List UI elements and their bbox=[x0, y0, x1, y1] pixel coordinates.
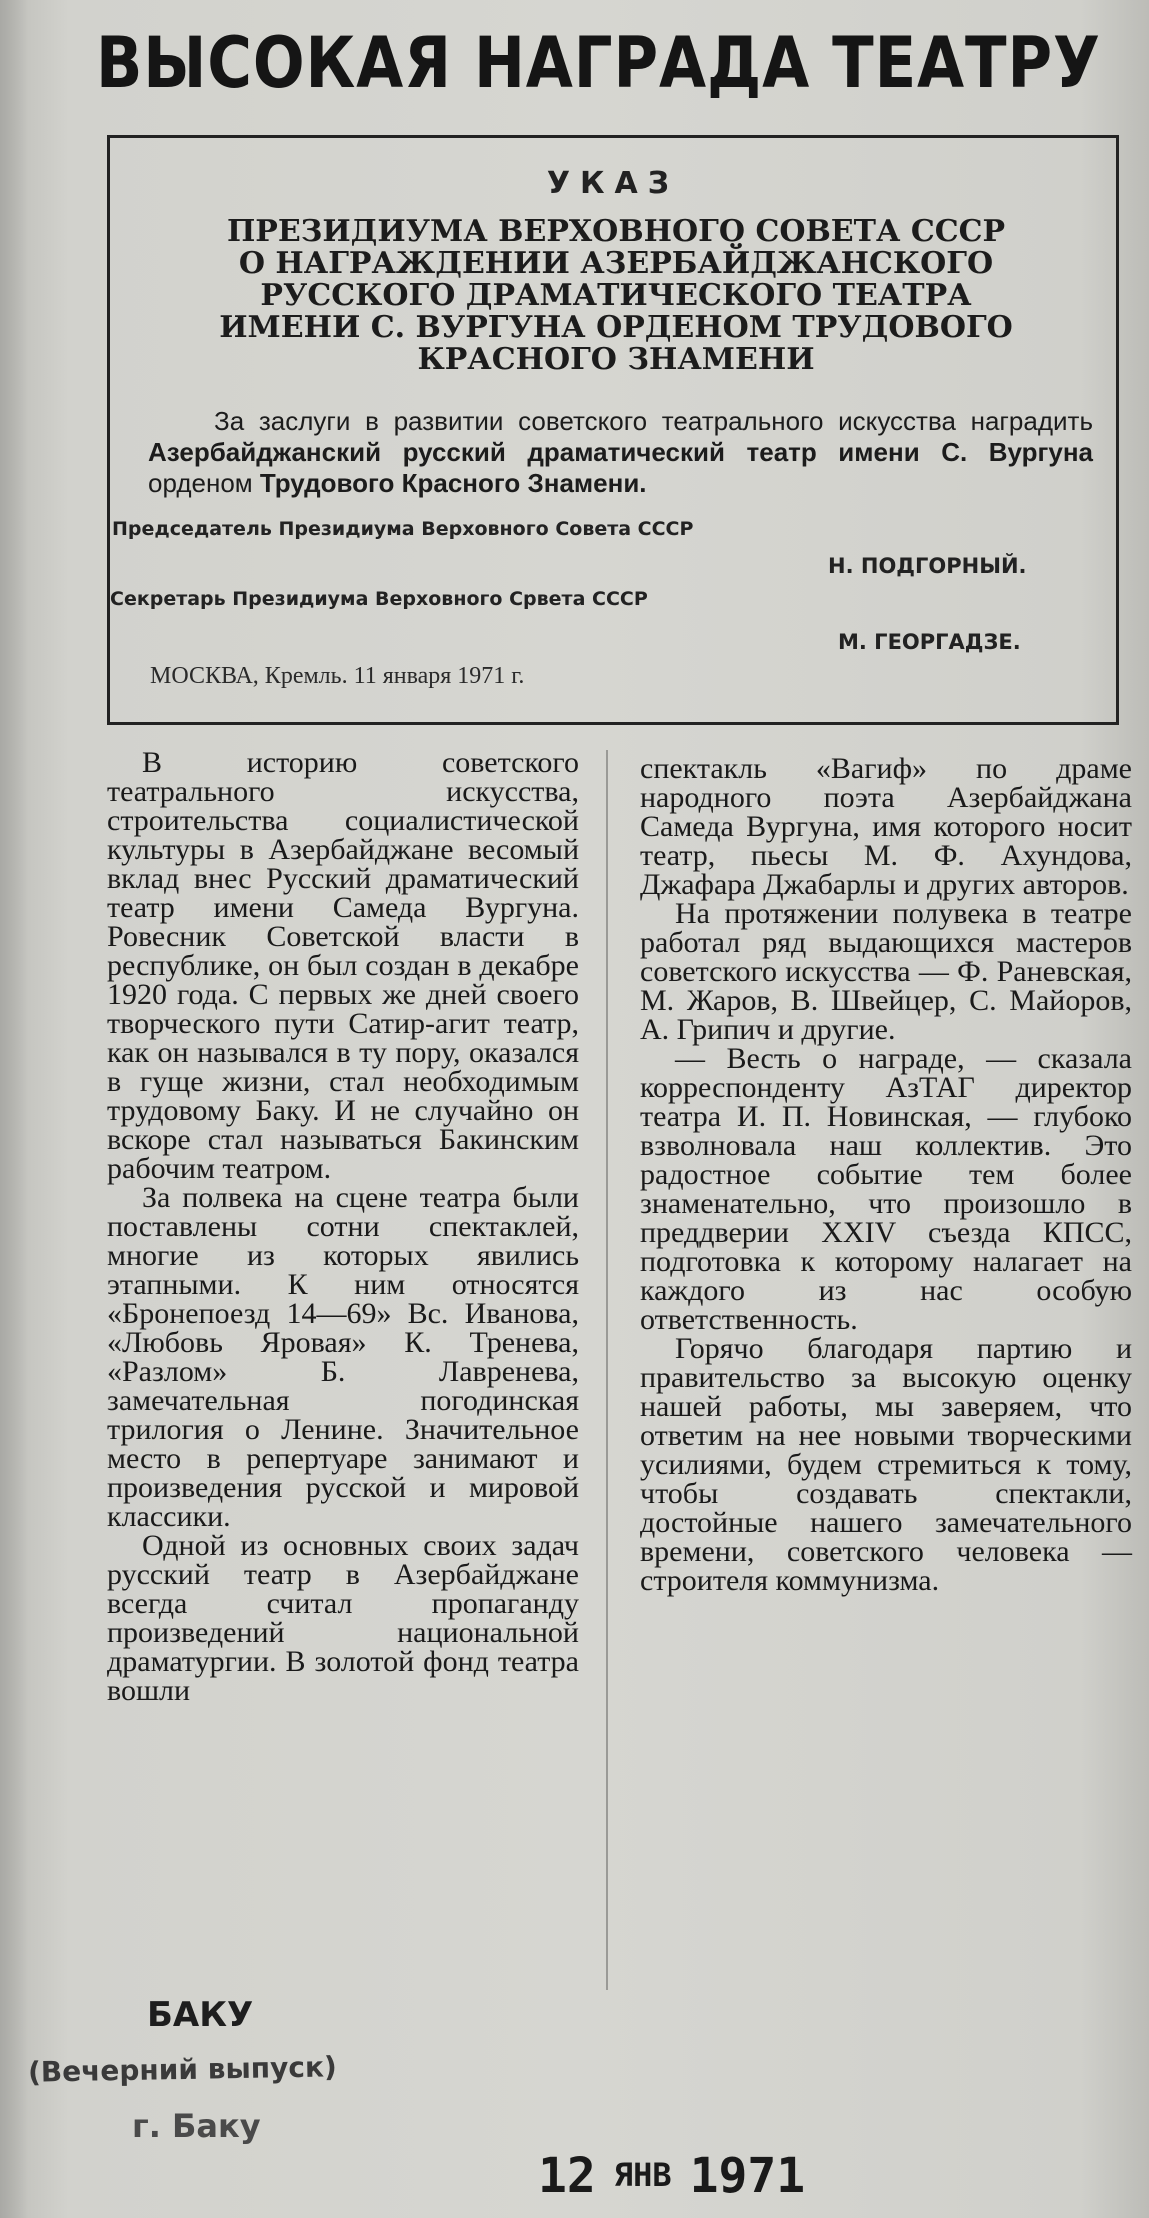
stamp-city-bold: БАКУ bbox=[147, 1995, 254, 2035]
article-paragraph: Горячо благодаря партию и правительство за высокую оценку нашей работы, мы заверяем, что ответим на нее новыми творческими усилиями, будем стремиться к тому, чтобы создавать спектакли, достойные нашего замечательного времени, советского человека — строителя коммунизма. bbox=[640, 1332, 1132, 1597]
chairman-title: Председатель Президиума Верховного Совета СССР bbox=[112, 518, 694, 540]
article-paragraph: На протяжении полувека в театре работал ряд выдающихся мастеров советского искусства — Ф. Раневская, М. Жаров, В. Швейцер, С. Майоров, А. Грипич и другие. bbox=[640, 897, 1132, 1046]
article-column-right bbox=[640, 754, 1132, 1595]
paper-edge-shadow bbox=[0, 0, 28, 2218]
decree-text-part: орденом bbox=[148, 468, 260, 498]
decree-box bbox=[107, 135, 1119, 725]
article-paragraph-continuation: спектакль «Вагиф» по драме народного поэта Азербайджана Самеда Вургуна, имя которого носит театр, пьесы М. Ф. Ахундова, Джафара Джабарлы и других авторов. bbox=[640, 752, 1132, 901]
article-column-left bbox=[107, 748, 579, 1705]
decree-order-name: Трудового Красного Знамени. bbox=[259, 468, 647, 498]
headline: ВЫСОКАЯ НАГРАДА ТЕАТРУ bbox=[96, 22, 1101, 104]
decree-subtitle-line: КРАСНОГО ЗНАМЕНИ bbox=[417, 342, 815, 377]
article-paragraph: За полвека на сцене театра были поставлены сотни спектаклей, многие из которых явились этапными. К ним относятся «Бронепоезд 14—69» Вс. Иванова, «Любовь Яровая» К. Тренева, «Разлом» Б. Лавренева, замечательная погодинская трилогия о Ленине. Значительное место в репертуаре занимают и произведения русской и мировой классики. bbox=[107, 1181, 579, 1533]
article-paragraph: Одной из основных своих задач русский театр в Азербайджане всегда считал пропаганду произведений национальной драматургии. В золотой фонд театра вошли bbox=[107, 1529, 579, 1707]
decree-subtitle-line: РУССКОГО ДРАМАТИЧЕСКОГО ТЕАТРА bbox=[260, 278, 972, 313]
decree-title: УКАЗ bbox=[546, 166, 680, 201]
date-stamp bbox=[538, 2148, 805, 2204]
decree-place-date: МОСКВА, Кремль. 11 января 1971 г. bbox=[150, 663, 525, 689]
date-stamp-month: ЯНВ bbox=[613, 2156, 672, 2194]
date-stamp-year: 1971 bbox=[689, 2148, 806, 2204]
decree-subtitle bbox=[150, 216, 1082, 376]
stamp-city: г. Баку bbox=[132, 2107, 261, 2145]
decree-subtitle-line: О НАГРАЖДЕНИИ АЗЕРБАЙДЖАНСКОГО bbox=[238, 246, 994, 281]
decree-subtitle-line: ИМЕНИ С. ВУРГУНА ОРДЕНОМ ТРУДОВОГО bbox=[219, 310, 1013, 345]
decree-subtitle-line: ПРЕЗИДИУМА ВЕРХОВНОГО СОВЕТА СССР bbox=[226, 214, 1006, 249]
decree-text-part: За заслуги в развитии советского театрального искусства наградить bbox=[214, 406, 1093, 436]
decree-text bbox=[148, 406, 1093, 499]
article-paragraph: — Весть о награде, — сказала корреспонденту АзТАГ директор театра И. П. Новинская, — глубоко взволновала наш коллектив. Это радостное событие тем более знаменательно, что произошло в преддверии XXIV съезда КПСС, подготовка к которому налагает на каждого из нас особую ответственность. bbox=[640, 1042, 1132, 1336]
secretary-title: Секретарь Президиума Верховного Срвета СССР bbox=[110, 588, 648, 610]
date-stamp-day: 12 bbox=[538, 2148, 596, 2204]
article-paragraph: В историю советского театрального искусства, строительства социалистической культуры в Азербайджане весомый вклад внес Русский драматический театр имени Самеда Вургуна. Ровесник Советской власти в республике, он был создан в декабре 1920 года. С первых же дней своего творческого пути Сатир-агит театр, как он назывался в ту пору, оказался в гуще жизни, стал необходимым трудовому Баку. И не случайно он вскоре стал называться Бакинским рабочим театром. bbox=[107, 746, 579, 1185]
stamp-paper-name: (Вечерний выпуск) bbox=[27, 2050, 338, 2089]
secretary-name: М. ГЕОРГАДЗЕ. bbox=[838, 630, 1021, 654]
decree-theatre-name: Азербайджанский русский драматический театр имени С. Вургуна bbox=[148, 437, 1093, 467]
chairman-name: Н. ПОДГОРНЫЙ. bbox=[828, 554, 1027, 578]
column-divider bbox=[606, 750, 608, 1990]
